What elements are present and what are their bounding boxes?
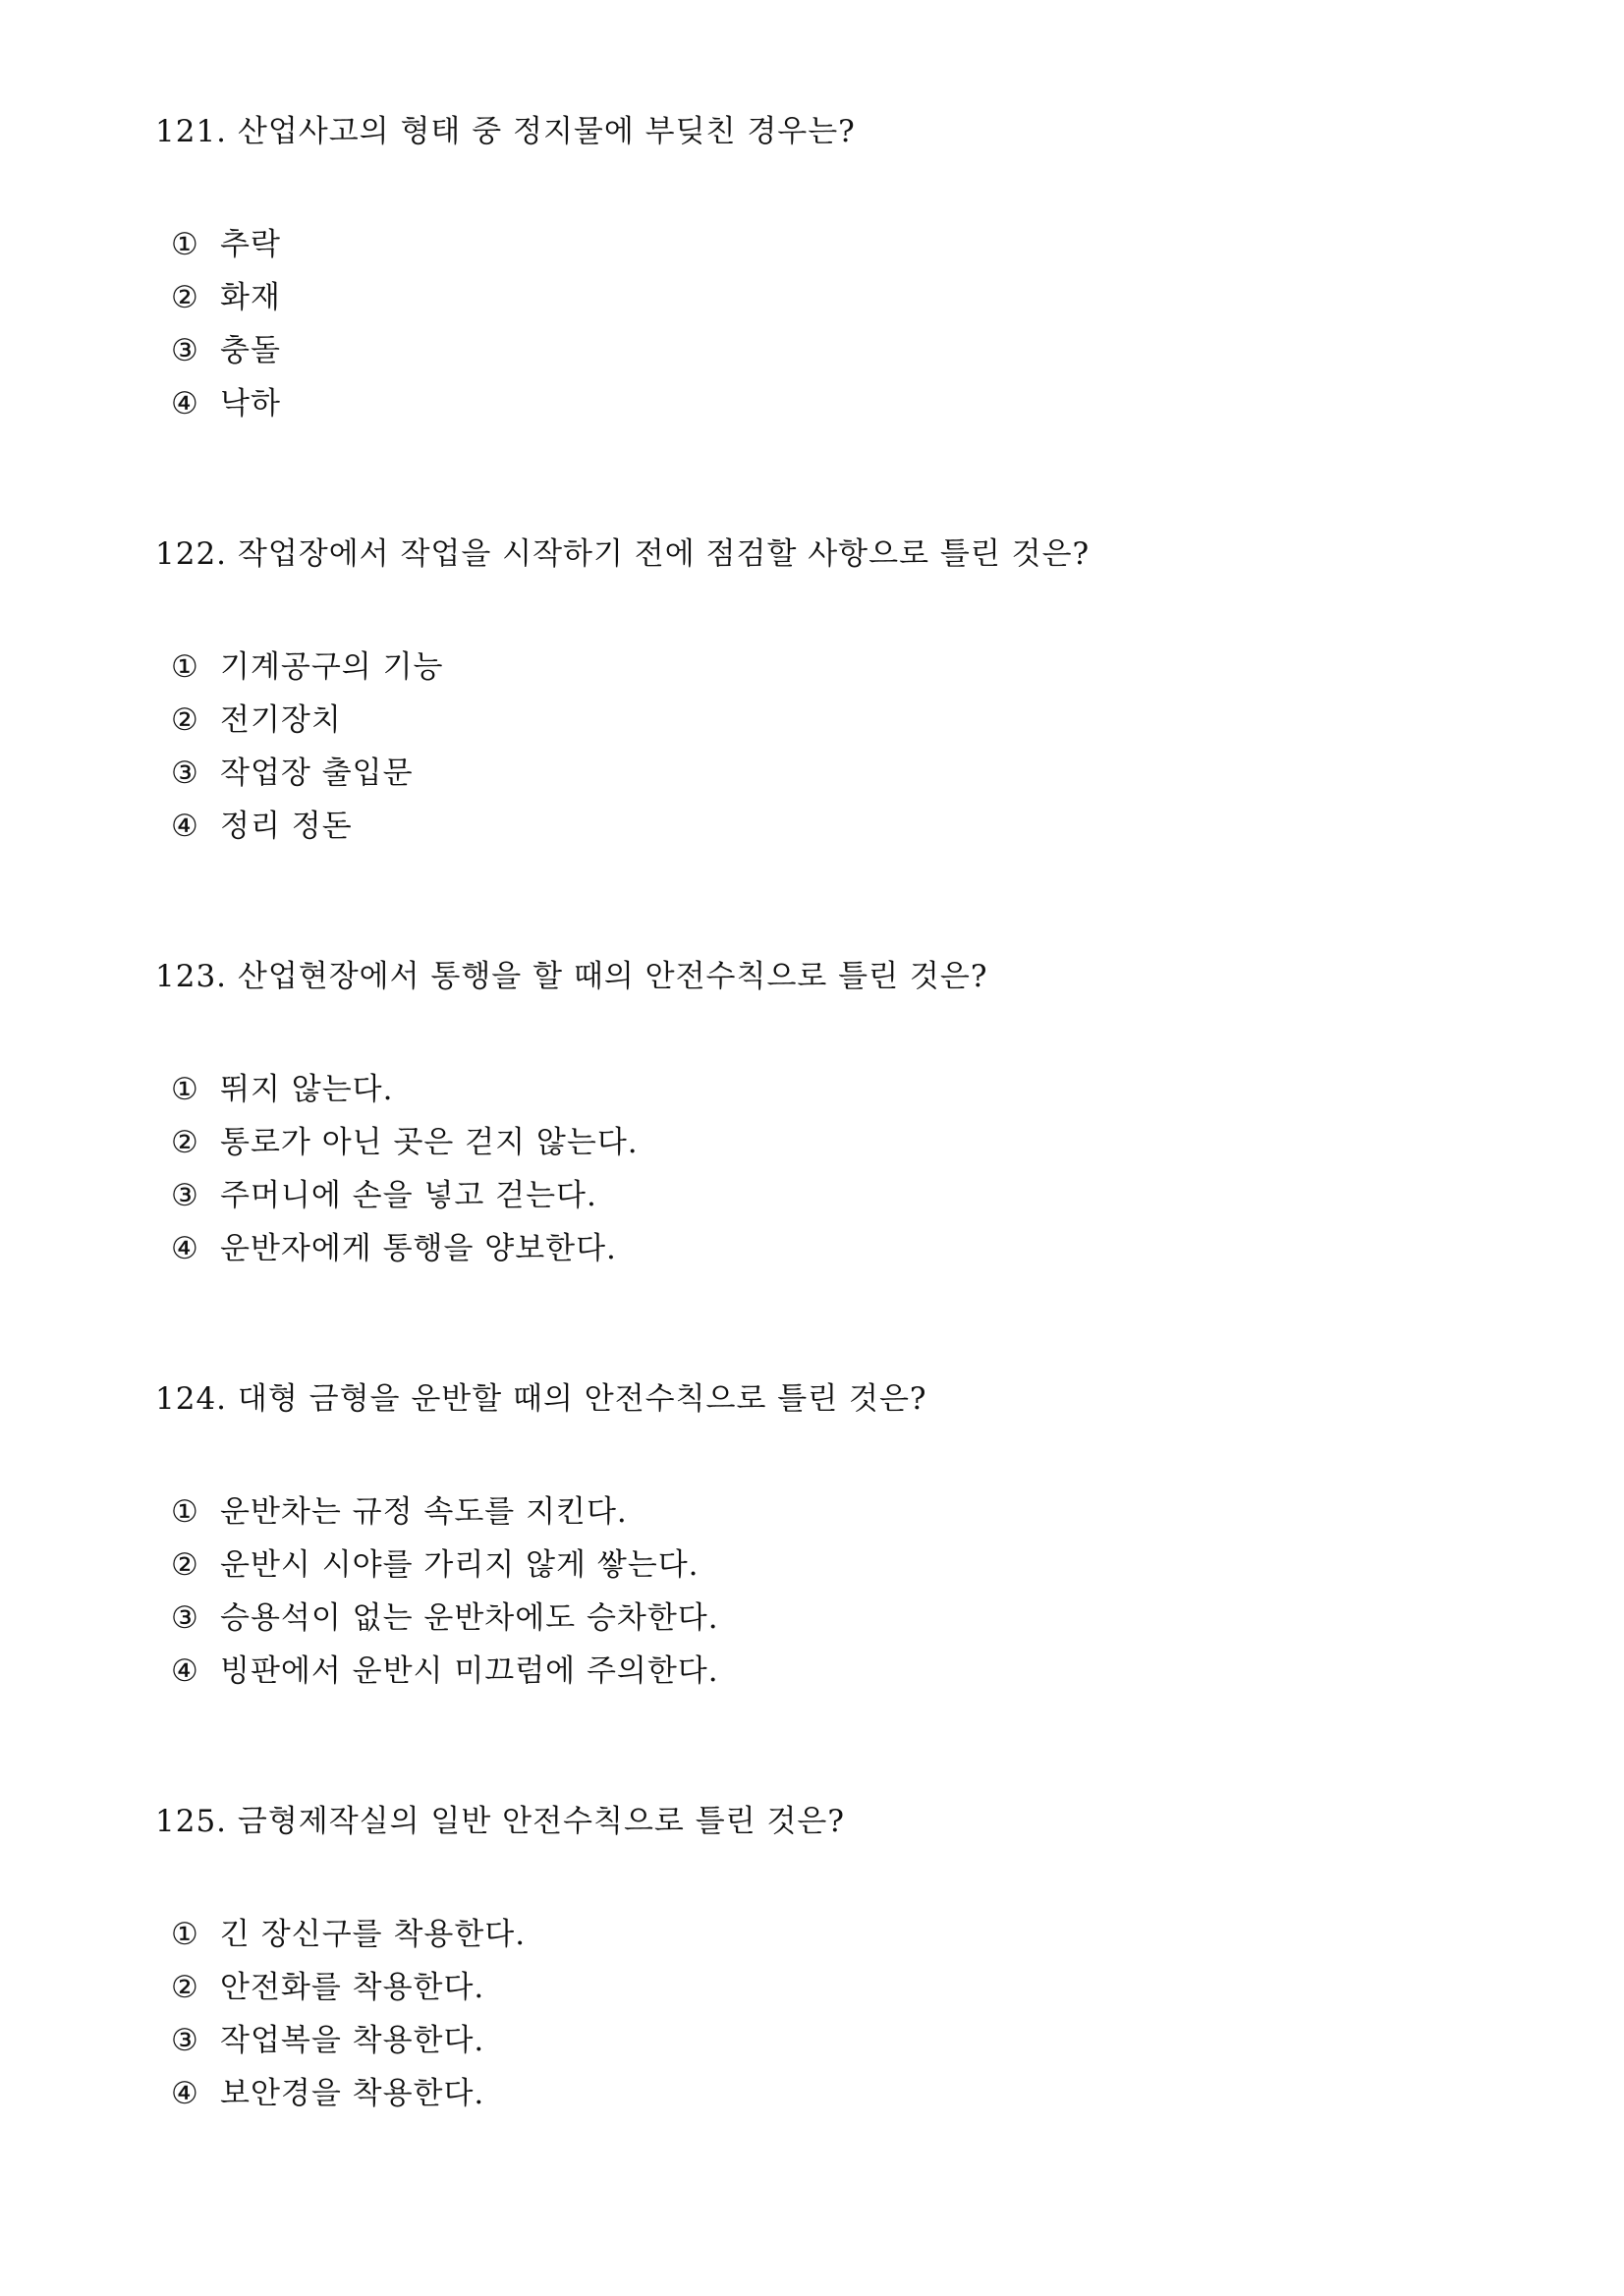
- question-number: 124.: [155, 1381, 228, 1417]
- question-stem: [155, 1379, 1511, 1419]
- option-4: [171, 1222, 1511, 1275]
- option-marker: ②: [171, 1125, 199, 1160]
- option-2: [171, 271, 1511, 324]
- option-text: 추락: [220, 227, 281, 262]
- question-number: 121.: [155, 114, 228, 149]
- option-list: [155, 1908, 1511, 2120]
- option-marker: ④: [171, 1653, 199, 1689]
- option-text: 기계공구의 기능: [220, 649, 444, 685]
- option-marker: ③: [171, 2023, 199, 2058]
- option-text: 화재: [220, 280, 281, 315]
- option-text: 통로가 아닌 곳은 걷지 않는다.: [220, 1125, 639, 1160]
- option-text: 빙판에서 운반시 미끄럼에 주의한다.: [220, 1653, 719, 1689]
- question-stem: [155, 957, 1511, 996]
- option-3: [171, 747, 1511, 800]
- option-marker: ④: [171, 809, 199, 844]
- option-text: 뛰지 않는다.: [220, 1072, 394, 1107]
- option-marker: ①: [171, 1494, 199, 1530]
- option-4: [171, 1645, 1511, 1698]
- option-marker: ④: [171, 386, 199, 421]
- question-text: 작업장에서 작업을 시작하기 전에 점검할 사항으로 틀린 것은?: [237, 536, 1091, 572]
- question-stem: [155, 112, 1511, 151]
- question-text: 산업현장에서 통행을 할 때의 안전수칙으로 틀린 것은?: [237, 959, 988, 994]
- option-1: [171, 1908, 1511, 1961]
- option-3: [171, 1592, 1511, 1645]
- option-text: 충돌: [220, 333, 281, 368]
- question-124: [155, 1379, 1511, 1698]
- question-stem: [155, 534, 1511, 574]
- option-list: [155, 641, 1511, 853]
- option-1: [171, 1485, 1511, 1539]
- option-marker: ①: [171, 1072, 199, 1107]
- option-marker: ①: [171, 649, 199, 685]
- option-text: 운반시 시야를 가리지 않게 쌓는다.: [220, 1547, 700, 1583]
- option-text: 정리 정돈: [220, 809, 353, 844]
- question-number: 122.: [155, 536, 228, 572]
- question-number: 125.: [155, 1804, 228, 1839]
- option-text: 전기장치: [220, 702, 342, 738]
- question-text: 금형제작실의 일반 안전수칙으로 틀린 것은?: [237, 1804, 845, 1839]
- question-121: [155, 112, 1511, 430]
- option-marker: ①: [171, 1917, 199, 1952]
- option-1: [171, 1063, 1511, 1116]
- question-text: 대형 금형을 운반할 때의 안전수칙으로 틀린 것은?: [237, 1381, 927, 1417]
- option-text: 주머니에 손을 넣고 걷는다.: [220, 1178, 597, 1213]
- option-3: [171, 2014, 1511, 2067]
- option-text: 승용석이 없는 운반차에도 승차한다.: [220, 1600, 719, 1636]
- option-marker: ③: [171, 333, 199, 368]
- option-2: [171, 1961, 1511, 2014]
- question-122: [155, 534, 1511, 853]
- option-4: [171, 377, 1511, 430]
- option-text: 낙하: [220, 386, 281, 421]
- option-marker: ③: [171, 756, 199, 791]
- option-text: 보안경을 착용한다.: [220, 2076, 485, 2111]
- option-3: [171, 324, 1511, 377]
- option-list: [155, 218, 1511, 430]
- option-marker: ③: [171, 1178, 199, 1213]
- option-marker: ②: [171, 702, 199, 738]
- option-1: [171, 218, 1511, 271]
- option-list: [155, 1063, 1511, 1275]
- option-marker: ②: [171, 1547, 199, 1583]
- question-stem: [155, 1802, 1511, 1841]
- question-125: [155, 1802, 1511, 2120]
- option-text: 운반차는 규정 속도를 지킨다.: [220, 1494, 628, 1530]
- option-text: 안전화를 착용한다.: [220, 1970, 485, 2005]
- option-marker: ④: [171, 1231, 199, 1266]
- option-text: 운반자에게 통행을 양보한다.: [220, 1231, 617, 1266]
- option-4: [171, 2067, 1511, 2120]
- option-4: [171, 800, 1511, 853]
- option-3: [171, 1169, 1511, 1222]
- option-marker: ②: [171, 1970, 199, 2005]
- question-text: 산업사고의 형태 중 정지물에 부딪친 경우는?: [237, 114, 856, 149]
- question-123: [155, 957, 1511, 1275]
- option-2: [171, 1539, 1511, 1592]
- option-1: [171, 641, 1511, 694]
- option-marker: ④: [171, 2076, 199, 2111]
- option-text: 작업복을 착용한다.: [220, 2023, 485, 2058]
- question-number: 123.: [155, 959, 228, 994]
- option-text: 긴 장신구를 착용한다.: [220, 1917, 527, 1952]
- option-2: [171, 1116, 1511, 1169]
- option-text: 작업장 출입문: [220, 756, 414, 791]
- option-marker: ①: [171, 227, 199, 262]
- option-2: [171, 694, 1511, 747]
- option-marker: ③: [171, 1600, 199, 1636]
- option-marker: ②: [171, 280, 199, 315]
- option-list: [155, 1485, 1511, 1698]
